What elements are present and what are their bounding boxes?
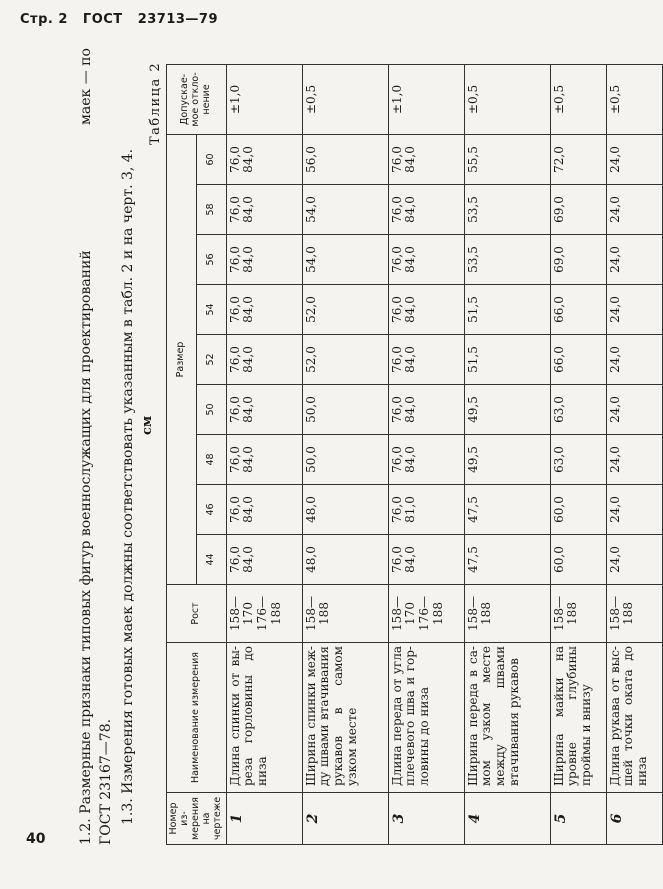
row-name: Длина переда от угла плечевого шва и горловины до низа xyxy=(388,643,464,793)
size-header: 46 xyxy=(196,485,226,535)
header-number: Номер измерения на чертеже xyxy=(167,793,227,845)
row-name: Длина спинки от выреза горловины до низа xyxy=(226,643,302,793)
header-name: Наименование измерения xyxy=(167,643,227,793)
row-tolerance: ±0,5 xyxy=(302,64,388,134)
row-height: 158—170 176—188 xyxy=(226,585,302,643)
size-value: 48,0 xyxy=(302,535,388,585)
size-value: 24,0 xyxy=(606,134,662,184)
size-header: 56 xyxy=(196,235,226,285)
paragraph-1-2-end: маек — по xyxy=(78,48,94,125)
size-value: 60,0 xyxy=(550,535,606,585)
size-value: 47,5 xyxy=(464,485,550,535)
size-value: 76,0 84,0 xyxy=(226,485,302,535)
row-number: 4 xyxy=(464,793,550,845)
size-value: 63,0 xyxy=(550,385,606,435)
size-value: 60,0 xyxy=(550,485,606,535)
row-name: Ширина спинки между швами втачивания рукавов в самом узком месте xyxy=(302,643,388,793)
size-value: 66,0 xyxy=(550,335,606,385)
row-name: Длина рукава от высшей точки оката до низа xyxy=(606,643,662,793)
size-value: 24,0 xyxy=(606,285,662,335)
row-height: 158—188 xyxy=(302,585,388,643)
size-value: 52,0 xyxy=(302,335,388,385)
row-height: 158—188 xyxy=(464,585,550,643)
table-body xyxy=(226,64,662,844)
size-value: 76,0 84,0 xyxy=(226,235,302,285)
size-value: 24,0 xyxy=(606,335,662,385)
standard-label: ГОСТ xyxy=(82,12,123,27)
rotated-content xyxy=(76,45,650,845)
size-header: 60 xyxy=(196,134,226,184)
size-value: 76,0 84,0 xyxy=(388,185,464,235)
size-value: 66,0 xyxy=(550,285,606,335)
row-height: 158—188 xyxy=(606,585,662,643)
size-value: 54,0 xyxy=(302,185,388,235)
size-header: 54 xyxy=(196,285,226,335)
paragraph-1-3: 1.3. Измерения готовых маек должны соответствовать указанным в табл. 2 и на черт. 3, 4. xyxy=(120,148,136,825)
table-row xyxy=(388,64,464,844)
size-value: 76,0 84,0 xyxy=(226,335,302,385)
size-value: 76,0 84,0 xyxy=(226,435,302,485)
row-tolerance: ±0,5 xyxy=(550,64,606,134)
row-height: 158—170 176—188 xyxy=(388,585,464,643)
row-number: 6 xyxy=(606,793,662,845)
size-value: 76,0 84,0 xyxy=(388,285,464,335)
size-value: 76,0 84,0 xyxy=(226,385,302,435)
standard-number: 23713—79 xyxy=(137,12,219,27)
table-label: Таблица 2 xyxy=(148,61,163,145)
size-header: 50 xyxy=(196,385,226,435)
size-value: 76,0 84,0 xyxy=(388,535,464,585)
row-number: 2 xyxy=(302,793,388,845)
measurements-table xyxy=(166,64,663,845)
size-value: 76,0 81,0 xyxy=(388,485,464,535)
size-value: 52,0 xyxy=(302,285,388,335)
size-value: 53,5 xyxy=(464,185,550,235)
page-label: Стр. 2 xyxy=(20,12,68,27)
size-header: 52 xyxy=(196,335,226,385)
size-value: 72,0 xyxy=(550,134,606,184)
row-height: 158—188 xyxy=(550,585,606,643)
size-value: 76,0 84,0 xyxy=(226,185,302,235)
size-value: 76,0 84,0 xyxy=(388,134,464,184)
size-header: 44 xyxy=(196,535,226,585)
size-value: 76,0 84,0 xyxy=(388,335,464,385)
size-value: 56,0 xyxy=(302,134,388,184)
table-row xyxy=(550,64,606,844)
row-tolerance: ±1,0 xyxy=(226,64,302,134)
size-value: 48,0 xyxy=(302,485,388,535)
table-row xyxy=(464,64,550,844)
size-value: 24,0 xyxy=(606,385,662,435)
size-value: 24,0 xyxy=(606,435,662,485)
row-tolerance: ±0,5 xyxy=(464,64,550,134)
row-name: Ширина майки на уровне глубины проймы и внизу xyxy=(550,643,606,793)
size-value: 49,5 xyxy=(464,385,550,435)
size-value: 47,5 xyxy=(464,535,550,585)
row-tolerance: ±0,5 xyxy=(606,64,662,134)
row-tolerance: ±1,0 xyxy=(388,64,464,134)
row-name: Ширина переда в самом узком месте между швами втачивания рукавов xyxy=(464,643,550,793)
size-value: 50,0 xyxy=(302,435,388,485)
size-value: 76,0 84,0 xyxy=(226,134,302,184)
size-value: 50,0 xyxy=(302,385,388,435)
table-row xyxy=(226,64,302,844)
header-height: Рост xyxy=(167,585,227,643)
paragraph-1-2 xyxy=(78,48,94,845)
size-value: 76,0 84,0 xyxy=(388,435,464,485)
row-number: 5 xyxy=(550,793,606,845)
row-number: 3 xyxy=(388,793,464,845)
size-value: 24,0 xyxy=(606,485,662,535)
header-tolerance: Допускаемое отклонение xyxy=(167,64,227,134)
size-value: 24,0 xyxy=(606,185,662,235)
page-number: 40 xyxy=(26,831,46,847)
row-number: 1 xyxy=(226,793,302,845)
size-value: 76,0 84,0 xyxy=(388,385,464,435)
size-value: 55,5 xyxy=(464,134,550,184)
size-value: 69,0 xyxy=(550,185,606,235)
size-header: 48 xyxy=(196,435,226,485)
paragraph-1-2-continuation: ГОСТ 23167—78. xyxy=(98,718,114,845)
unit-label: см xyxy=(140,415,155,435)
size-value: 69,0 xyxy=(550,235,606,285)
size-value: 53,5 xyxy=(464,235,550,285)
size-value: 76,0 84,0 xyxy=(226,535,302,585)
size-value: 49,5 xyxy=(464,435,550,485)
size-value: 76,0 84,0 xyxy=(388,235,464,285)
size-header: 58 xyxy=(196,185,226,235)
size-value: 54,0 xyxy=(302,235,388,285)
size-value: 63,0 xyxy=(550,435,606,485)
size-value: 51,5 xyxy=(464,335,550,385)
size-value: 51,5 xyxy=(464,285,550,335)
table-row xyxy=(302,64,388,844)
header-size: Размер xyxy=(167,134,197,584)
paragraph-1-2-text: 1.2. Размерные признаки типовых фигур военнослужащих для проектирований xyxy=(78,250,94,845)
table-row xyxy=(606,64,662,844)
size-value: 76,0 84,0 xyxy=(226,285,302,335)
page-header xyxy=(20,12,228,27)
size-value: 24,0 xyxy=(606,535,662,585)
size-value: 24,0 xyxy=(606,235,662,285)
